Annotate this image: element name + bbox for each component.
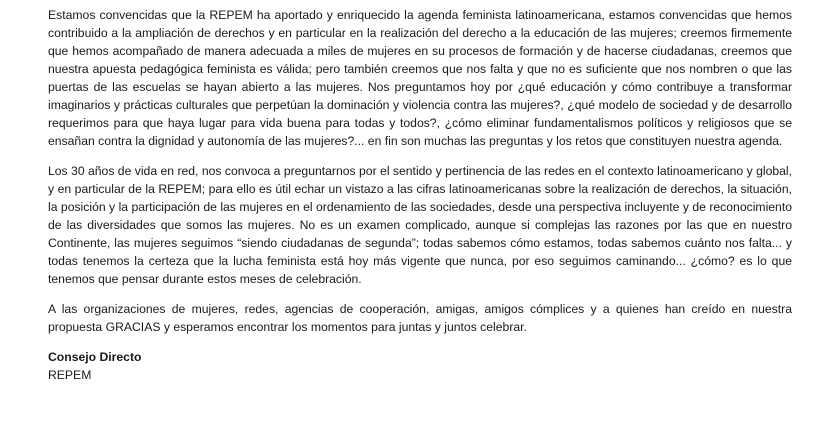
signature-block <box>48 348 792 384</box>
paragraph-30-years: Los 30 años de vida en red, nos convoca a preguntarnos por el sentido y pertinencia de las redes en el contexto latinoamericano y global, y en particular de la REPEM; para ello es útil echar un vistazo a las cifras latinoamericanas sobre la realización de derechos, la situación, la posición y la participación de las mujeres en el ordenamiento de las sociedades, desde una perspectiva incluyente y de reconocimiento de las diversidades que somos las mujeres. No es un examen complicado, aunque si complejas las razones por las que en nuestro Continente, las mujeres seguimos “siendo ciudadanas de segunda”; todas sabemos cómo estamos, todas sabemos cuánto nos falta... y todas tenemos la certeza que la lucha feminista está hoy más vigente que nunca, por eso seguimos caminando... ¿cómo? es lo que tenemos que pensar durante estos meses de celebración. <box>48 164 792 286</box>
paragraph-thanks: A las organizaciones de mujeres, redes, agencias de cooperación, amigas, amigos cómplices y a quienes han creído en nuestra propuesta GRACIAS y esperamos encontrar los momentos para juntas y juntos celebrar. <box>48 302 792 334</box>
signature-organization: REPEM <box>48 368 92 382</box>
signature-name: Consejo Directo <box>48 350 142 364</box>
paragraph-agenda: Estamos convencidas que la REPEM ha aportado y enriquecido la agenda feminista latinoamericana, estamos convencidas que hemos contribuido a la ampliación de derechos y en particular en la realización del derecho a la educación de las mujeres; creemos firmemente que hemos acompañado de manera adecuada a miles de mujeres en su procesos de formación y de hacerse ciudadanas, creemos que nuestra apuesta pedagógica feminista es válida; pero también creemos que nos falta y que no es suficiente que nos nombren o que las puertas de las escuelas se hayan abierto a las mujeres. Nos preguntamos hoy por ¿qué educación y cómo contribuye a transformar imaginarios y prácticas culturales que perpetúan la dominación y violencia contra las mujeres?, ¿qué modelo de sociedad y de desarrollo requerimos para que haya lugar para vida buena para todas y todos?, ¿cómo eliminar fundamentalismos políticos y religiosos que se ensañan contra la dignidad y autonomía de las mujeres?... en fin son muchas las preguntas y los retos que constituyen nuestra agenda. <box>48 8 792 148</box>
document-body <box>48 6 792 384</box>
